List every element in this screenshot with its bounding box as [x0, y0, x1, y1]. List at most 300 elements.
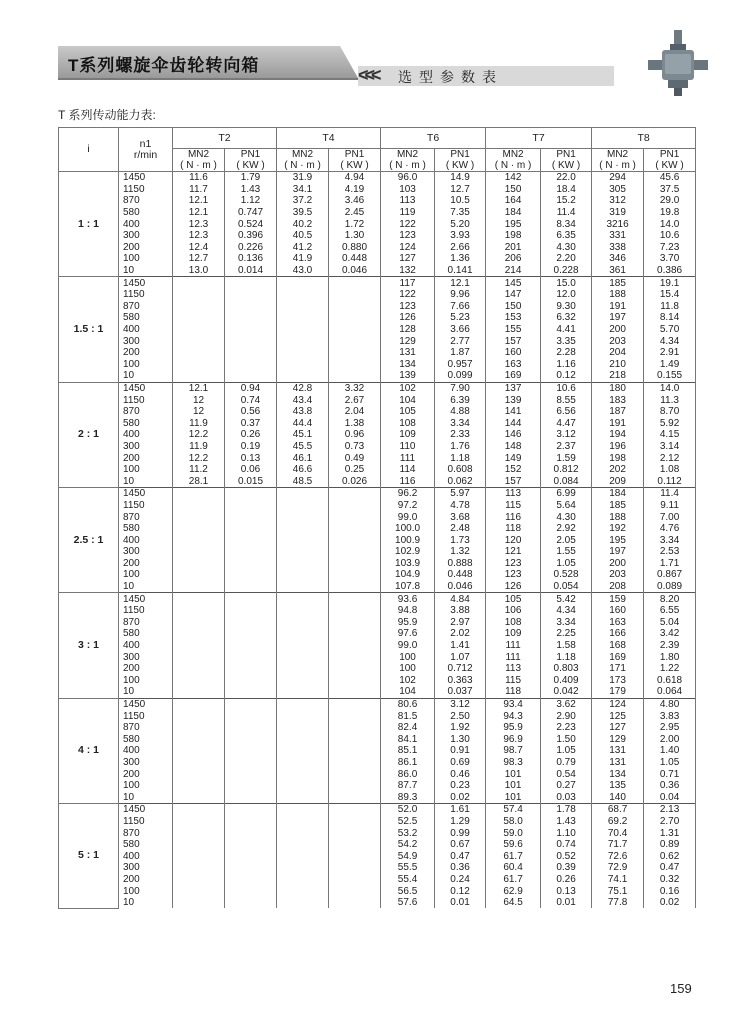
value-cell: 188 [592, 289, 644, 301]
value-cell: 19.1 [644, 277, 696, 289]
value-cell: 0.74 [225, 394, 277, 406]
pn1-header: PN1 ( KW ) [644, 149, 696, 172]
value-cell: 0.67 [435, 839, 486, 851]
speed-cell: 1150 [119, 394, 173, 406]
value-cell [277, 874, 329, 886]
value-cell: 4.88 [435, 406, 486, 418]
value-cell: 123 [486, 558, 541, 570]
value-cell: 1.38 [329, 417, 381, 429]
value-cell: 2.25 [541, 628, 592, 640]
value-cell: 97.2 [381, 500, 435, 512]
value-cell: 75.1 [592, 885, 644, 897]
speed-cell: 870 [119, 827, 173, 839]
table-row [59, 475, 696, 487]
value-cell: 331 [592, 230, 644, 242]
value-cell: 71.7 [592, 839, 644, 851]
value-cell: 80.6 [381, 698, 435, 710]
value-cell: 4.84 [435, 593, 486, 605]
value-cell: 7.23 [644, 242, 696, 254]
value-cell: 72.9 [592, 862, 644, 874]
value-cell: 5.92 [644, 417, 696, 429]
speed-cell: 100 [119, 885, 173, 897]
value-cell: 11.6 [173, 172, 225, 184]
value-cell: 122 [381, 218, 435, 230]
value-cell: 1.87 [435, 347, 486, 359]
value-cell [329, 488, 381, 500]
value-cell: 0.13 [541, 885, 592, 897]
value-cell: 1.79 [225, 172, 277, 184]
value-cell: 0.16 [644, 885, 696, 897]
value-cell: 0.39 [541, 862, 592, 874]
value-cell: 46.6 [277, 464, 329, 476]
value-cell [225, 277, 277, 289]
value-cell: 346 [592, 253, 644, 265]
value-cell: 39.5 [277, 207, 329, 219]
value-cell: 77.8 [592, 897, 644, 909]
value-cell: 4.78 [435, 500, 486, 512]
gearbox-product-image [648, 30, 708, 96]
value-cell [225, 534, 277, 546]
value-cell: 0.12 [541, 370, 592, 382]
value-cell: 150 [486, 184, 541, 196]
table-row [59, 546, 696, 558]
value-cell: 40.5 [277, 230, 329, 242]
value-cell: 96.9 [486, 734, 541, 746]
value-cell [225, 791, 277, 803]
value-cell [225, 569, 277, 581]
value-cell: 55.4 [381, 874, 435, 886]
value-cell: 4.41 [541, 324, 592, 336]
value-cell [329, 324, 381, 336]
value-cell: 218 [592, 370, 644, 382]
value-cell: 41.2 [277, 242, 329, 254]
value-cell: 0.19 [225, 441, 277, 453]
value-cell: 0.228 [541, 265, 592, 277]
value-cell: 59.0 [486, 827, 541, 839]
value-cell: 109 [486, 628, 541, 640]
value-cell: 121 [486, 546, 541, 558]
value-cell: 37.2 [277, 195, 329, 207]
value-cell [173, 651, 225, 663]
value-cell [329, 816, 381, 828]
value-cell: 3.66 [435, 324, 486, 336]
table-row [59, 780, 696, 792]
value-cell: 1.41 [435, 640, 486, 652]
value-cell: 62.9 [486, 885, 541, 897]
table-row [59, 663, 696, 675]
speed-cell: 200 [119, 768, 173, 780]
value-cell: 12 [173, 406, 225, 418]
value-cell: 2.28 [541, 347, 592, 359]
value-cell: 11.8 [644, 301, 696, 313]
value-cell [277, 324, 329, 336]
value-cell [173, 605, 225, 617]
value-cell: 54.2 [381, 839, 435, 851]
value-cell [277, 710, 329, 722]
speed-cell: 1450 [119, 488, 173, 500]
value-cell: 4.19 [329, 184, 381, 196]
value-cell: 203 [592, 335, 644, 347]
value-cell: 0.24 [435, 874, 486, 886]
value-cell [277, 335, 329, 347]
value-cell [277, 640, 329, 652]
value-cell [225, 675, 277, 687]
value-cell [173, 359, 225, 371]
speed-cell: 400 [119, 429, 173, 441]
value-cell: 0.618 [644, 675, 696, 687]
value-cell: 197 [592, 546, 644, 558]
value-cell: 61.7 [486, 874, 541, 886]
value-cell [277, 593, 329, 605]
value-cell [225, 289, 277, 301]
value-cell: 204 [592, 347, 644, 359]
pn1-header: PN1 ( KW ) [225, 149, 277, 172]
value-cell: 5.42 [541, 593, 592, 605]
speed-cell: 1450 [119, 382, 173, 394]
value-cell: 0.888 [435, 558, 486, 570]
value-cell: 0.957 [435, 359, 486, 371]
value-cell [225, 897, 277, 909]
value-cell [277, 569, 329, 581]
table-caption: T 系列传动能力表: [58, 108, 156, 122]
value-cell: 59.6 [486, 839, 541, 851]
speed-cell: 870 [119, 301, 173, 313]
speed-cell: 300 [119, 651, 173, 663]
table-row [59, 816, 696, 828]
value-cell: 2.39 [644, 640, 696, 652]
value-cell: 2.97 [435, 617, 486, 629]
table-row [59, 172, 696, 184]
value-cell: 0.812 [541, 464, 592, 476]
speed-cell: 870 [119, 511, 173, 523]
value-cell: 184 [486, 207, 541, 219]
value-cell: 41.9 [277, 253, 329, 265]
value-cell: 44.4 [277, 417, 329, 429]
value-cell [173, 722, 225, 734]
table-row [59, 441, 696, 453]
speed-cell: 10 [119, 791, 173, 803]
value-cell: 214 [486, 265, 541, 277]
speed-cell: 400 [119, 324, 173, 336]
value-cell: 0.524 [225, 218, 277, 230]
value-cell: 28.1 [173, 475, 225, 487]
pn1-header: PN1 ( KW ) [541, 149, 592, 172]
value-cell [277, 500, 329, 512]
table-row [59, 698, 696, 710]
value-cell: 72.6 [592, 850, 644, 862]
table-row [59, 218, 696, 230]
value-cell: 104 [381, 394, 435, 406]
value-cell [277, 312, 329, 324]
value-cell: 1.36 [435, 253, 486, 265]
value-cell: 11.3 [644, 394, 696, 406]
value-cell [173, 312, 225, 324]
value-cell: 116 [486, 511, 541, 523]
value-cell [225, 605, 277, 617]
value-cell [173, 663, 225, 675]
value-cell: 3.83 [644, 710, 696, 722]
value-cell: 1.71 [644, 558, 696, 570]
value-cell [277, 897, 329, 909]
value-cell: 96.2 [381, 488, 435, 500]
speed-cell: 400 [119, 745, 173, 757]
value-cell: 5.70 [644, 324, 696, 336]
value-cell: 3.34 [644, 534, 696, 546]
value-cell [225, 734, 277, 746]
value-cell: 0.47 [644, 862, 696, 874]
value-cell: 13.0 [173, 265, 225, 277]
value-cell: 0.69 [435, 757, 486, 769]
speed-cell: 200 [119, 874, 173, 886]
value-cell [277, 511, 329, 523]
value-cell [277, 816, 329, 828]
value-cell: 173 [592, 675, 644, 687]
value-cell [225, 335, 277, 347]
table-row [59, 452, 696, 464]
value-cell [329, 628, 381, 640]
value-cell: 6.99 [541, 488, 592, 500]
value-cell: 1.30 [435, 734, 486, 746]
table-row [59, 734, 696, 746]
table-row [59, 710, 696, 722]
model-header: T2 [173, 128, 277, 149]
value-cell: 198 [486, 230, 541, 242]
value-cell: 3216 [592, 218, 644, 230]
value-cell: 0.52 [541, 850, 592, 862]
value-cell: 0.867 [644, 569, 696, 581]
value-cell [173, 675, 225, 687]
speed-cell: 1450 [119, 698, 173, 710]
value-cell: 0.084 [541, 475, 592, 487]
value-cell: 183 [592, 394, 644, 406]
value-cell: 160 [486, 347, 541, 359]
value-cell [173, 874, 225, 886]
value-cell: 3.88 [435, 605, 486, 617]
value-cell [329, 534, 381, 546]
value-cell [173, 862, 225, 874]
value-cell: 43.0 [277, 265, 329, 277]
value-cell: 1.22 [644, 663, 696, 675]
value-cell: 0.79 [541, 757, 592, 769]
value-cell: 124 [381, 242, 435, 254]
ratio-cell: 1.5 : 1 [59, 277, 119, 382]
speed-cell: 200 [119, 663, 173, 675]
value-cell: 196 [592, 441, 644, 453]
value-cell: 180 [592, 382, 644, 394]
speed-cell: 10 [119, 581, 173, 593]
value-cell: 57.4 [486, 804, 541, 816]
value-cell: 159 [592, 593, 644, 605]
value-cell [173, 546, 225, 558]
value-cell [225, 710, 277, 722]
table-row [59, 850, 696, 862]
value-cell: 140 [592, 791, 644, 803]
value-cell: 195 [486, 218, 541, 230]
value-cell [173, 370, 225, 382]
value-cell [173, 698, 225, 710]
value-cell: 131 [381, 347, 435, 359]
value-cell: 48.5 [277, 475, 329, 487]
value-cell: 209 [592, 475, 644, 487]
value-cell: 118 [486, 523, 541, 535]
value-cell: 94.8 [381, 605, 435, 617]
value-cell [173, 289, 225, 301]
value-cell: 45.6 [644, 172, 696, 184]
value-cell: 187 [592, 406, 644, 418]
value-cell: 55.5 [381, 862, 435, 874]
value-cell: 8.20 [644, 593, 696, 605]
value-cell: 319 [592, 207, 644, 219]
value-cell [329, 768, 381, 780]
value-cell: 68.7 [592, 804, 644, 816]
value-cell: 1.07 [435, 651, 486, 663]
value-cell: 134 [592, 768, 644, 780]
value-cell: 0.74 [541, 839, 592, 851]
value-cell: 111 [486, 640, 541, 652]
table-row [59, 370, 696, 382]
speed-cell: 580 [119, 523, 173, 535]
value-cell: 82.4 [381, 722, 435, 734]
value-cell: 0.528 [541, 569, 592, 581]
value-cell: 164 [486, 195, 541, 207]
value-cell: 0.089 [644, 581, 696, 593]
value-cell: 0.03 [541, 791, 592, 803]
table-row [59, 791, 696, 803]
speed-cell: 1150 [119, 500, 173, 512]
value-cell: 132 [381, 265, 435, 277]
value-cell [277, 534, 329, 546]
value-cell [225, 558, 277, 570]
value-cell: 98.3 [486, 757, 541, 769]
value-cell: 126 [381, 312, 435, 324]
value-cell [277, 850, 329, 862]
value-cell [173, 780, 225, 792]
value-cell [173, 500, 225, 512]
value-cell: 122 [381, 289, 435, 301]
speed-cell: 400 [119, 850, 173, 862]
value-cell [329, 593, 381, 605]
value-cell: 115 [486, 500, 541, 512]
table-row [59, 640, 696, 652]
value-cell: 6.55 [644, 605, 696, 617]
value-cell: 0.26 [541, 874, 592, 886]
value-cell [173, 617, 225, 629]
value-cell: 99.0 [381, 640, 435, 652]
value-cell: 0.25 [329, 464, 381, 476]
value-cell: 9.11 [644, 500, 696, 512]
value-cell: 2.95 [644, 722, 696, 734]
speed-cell: 100 [119, 569, 173, 581]
value-cell [277, 768, 329, 780]
value-cell [173, 324, 225, 336]
value-cell: 1.29 [435, 816, 486, 828]
value-cell: 1.18 [435, 452, 486, 464]
speed-cell: 100 [119, 464, 173, 476]
value-cell [329, 335, 381, 347]
value-cell [329, 546, 381, 558]
value-cell: 93.4 [486, 698, 541, 710]
value-cell: 114 [381, 464, 435, 476]
value-cell [277, 686, 329, 698]
value-cell: 0.56 [225, 406, 277, 418]
value-cell [329, 862, 381, 874]
value-cell: 34.1 [277, 184, 329, 196]
value-cell: 150 [486, 301, 541, 313]
value-cell: 11.2 [173, 464, 225, 476]
value-cell: 43.8 [277, 406, 329, 418]
value-cell: 102 [381, 675, 435, 687]
value-cell: 8.55 [541, 394, 592, 406]
value-cell: 142 [486, 172, 541, 184]
value-cell: 69.2 [592, 816, 644, 828]
value-cell: 129 [381, 335, 435, 347]
value-cell: 12.2 [173, 429, 225, 441]
value-cell: 171 [592, 663, 644, 675]
value-cell: 0.94 [225, 382, 277, 394]
value-cell: 0.71 [644, 768, 696, 780]
value-cell [173, 734, 225, 746]
value-cell: 2.92 [541, 523, 592, 535]
value-cell: 147 [486, 289, 541, 301]
value-cell: 192 [592, 523, 644, 535]
value-cell [225, 500, 277, 512]
value-cell [277, 885, 329, 897]
value-cell: 197 [592, 312, 644, 324]
value-cell [277, 628, 329, 640]
value-cell: 2.66 [435, 242, 486, 254]
model-header: T7 [486, 128, 592, 149]
value-cell: 157 [486, 335, 541, 347]
value-cell [329, 617, 381, 629]
value-cell: 0.155 [644, 370, 696, 382]
value-cell: 145 [486, 277, 541, 289]
value-cell: 2.53 [644, 546, 696, 558]
value-cell [329, 312, 381, 324]
value-cell [173, 745, 225, 757]
value-cell: 0.26 [225, 429, 277, 441]
value-cell [277, 675, 329, 687]
table-row [59, 617, 696, 629]
value-cell: 1.72 [329, 218, 381, 230]
value-cell [329, 359, 381, 371]
value-cell [173, 897, 225, 909]
value-cell [225, 324, 277, 336]
value-cell [329, 722, 381, 734]
value-cell [277, 277, 329, 289]
value-cell: 42.8 [277, 382, 329, 394]
table-row [59, 359, 696, 371]
value-cell: 118 [486, 686, 541, 698]
value-cell: 119 [381, 207, 435, 219]
value-cell: 100.0 [381, 523, 435, 535]
speed-cell: 100 [119, 253, 173, 265]
value-cell: 86.0 [381, 768, 435, 780]
value-cell [277, 581, 329, 593]
value-cell [225, 874, 277, 886]
value-cell: 125 [592, 710, 644, 722]
table-row [59, 417, 696, 429]
value-cell: 1.10 [541, 827, 592, 839]
value-cell [329, 558, 381, 570]
value-cell: 1.30 [329, 230, 381, 242]
value-cell: 210 [592, 359, 644, 371]
value-cell: 0.47 [435, 850, 486, 862]
value-cell [277, 617, 329, 629]
speed-cell: 870 [119, 406, 173, 418]
speed-cell: 300 [119, 757, 173, 769]
value-cell: 1.40 [644, 745, 696, 757]
speed-cell: 10 [119, 265, 173, 277]
